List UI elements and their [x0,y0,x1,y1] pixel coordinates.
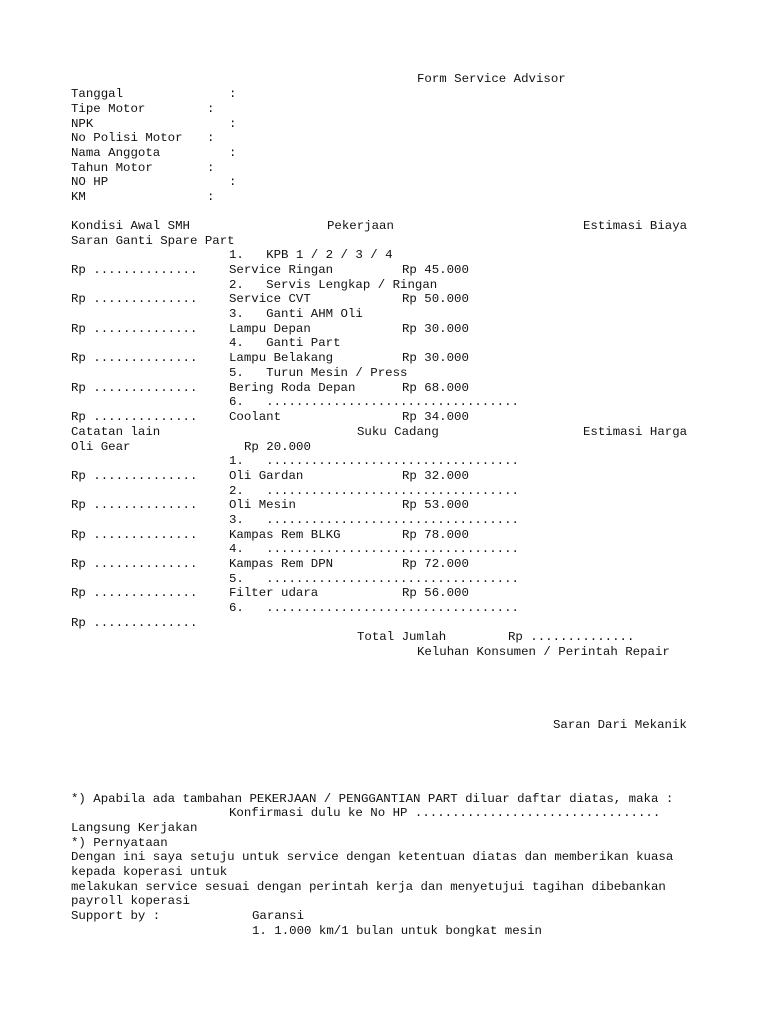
work-option: 4. Ganti Part [229,336,341,350]
statement-text: Dengan ini saya setuju untuk service dengan ketentuan diatas dan memberikan kuasa [71,850,674,864]
section1-header [0,219,768,234]
section1-note [0,234,768,249]
total-line [0,630,768,645]
part-option-line [0,601,768,616]
field-separator: : [229,175,237,189]
field-label: Nama Anggota [71,146,161,160]
part-option: 5. .................................. [229,572,519,586]
garansi-heading: Garansi [252,909,305,923]
cost-line [0,410,768,425]
part-cost-line [0,469,768,484]
field-label: NPK [71,117,94,131]
part-option-line [0,454,768,469]
field-no-hp [0,175,768,190]
field-separator: : [207,161,215,175]
keluhan-konsumen: Keluhan Konsumen / Perintah Repair [417,645,670,659]
field-label: Tipe Motor [71,102,146,116]
field-label: No Polisi Motor [71,131,183,145]
field-separator: : [229,87,237,101]
statement-line [0,880,768,895]
part-option: 2. .................................. [229,484,519,498]
col-estimasi-biaya: Estimasi Biaya [583,219,688,233]
work-option-line [0,366,768,381]
part-price: Rp 78.000 [402,528,469,542]
support-by: Support by : [71,909,161,923]
service-price: Rp 30.000 [402,351,469,365]
cost-line [0,292,768,307]
work-option-line [0,278,768,293]
statement-text: melakukan service sesuai dengan perintah kerja dan menyetujui tagihan dibebankan [71,880,666,894]
service-item: Bering Roda Depan [229,381,356,395]
field-separator: : [207,131,215,145]
apabila-note: *) Apabila ada tambahan PEKERJAAN / PENGGANTIAN PART diluar daftar diatas, maka : [71,792,674,806]
field-separator: : [207,102,215,116]
cost-blank: Rp .............. [71,616,198,630]
keluhan-line [0,645,768,660]
work-option: 5. Turun Mesin / Press [229,366,408,380]
part-cost-line [0,498,768,513]
cost-blank: Rp .............. [71,263,198,277]
support-line [0,909,768,924]
total-value: Rp .............. [508,630,635,644]
work-option-line [0,307,768,322]
part-price: Rp 32.000 [402,469,469,483]
service-price: Rp 68.000 [402,381,469,395]
total-label: Total Jumlah [357,630,447,644]
field-nama-anggota [0,146,768,161]
part-option-line [0,542,768,557]
part-item: Oli Gear [71,440,131,454]
part-option: 6. .................................. [229,601,519,615]
part-cost-line [0,616,768,631]
service-item: Lampu Depan [229,322,311,336]
footer-konfirmasi-line [0,806,768,821]
statement-line [0,865,768,880]
work-option: 1. KPB 1 / 2 / 3 / 4 [229,248,393,262]
statement-text: payroll koperasi [71,894,190,908]
col-suku-cadang: Suku Cadang [357,425,439,439]
pernyataan-heading: *) Pernyataan [71,836,168,850]
saran-mekanik-line [0,718,768,733]
garansi-line [0,924,768,939]
cost-blank: Rp .............. [71,410,198,424]
cost-blank: Rp .............. [71,351,198,365]
field-label: Tahun Motor [71,161,153,175]
part-item: Kampas Rem DPN [229,557,334,571]
field-label: Tanggal [71,87,124,101]
service-price: Rp 50.000 [402,292,469,306]
cost-blank: Rp .............. [71,292,198,306]
col-catatan-lain: Catatan lain [71,425,161,439]
cost-blank: Rp .............. [71,557,198,571]
col-pekerjaan: Pekerjaan [327,219,394,233]
field-km [0,190,768,205]
footer-pernyataan-line [0,836,768,851]
work-option-line [0,395,768,410]
cost-blank: Rp .............. [71,381,198,395]
cost-blank: Rp .............. [71,528,198,542]
work-option: 3. Ganti AHM Oli [229,307,363,321]
footer-apabila-line [0,792,768,807]
part-cost-line [0,586,768,601]
service-item: Coolant [229,410,282,424]
cost-blank: Rp .............. [71,586,198,600]
statement-line [0,850,768,865]
field-tipe-motor [0,102,768,117]
service-price: Rp 30.000 [402,322,469,336]
field-label: NO HP [71,175,109,189]
part-option: 3. .................................. [229,513,519,527]
part-price: Rp 72.000 [402,557,469,571]
field-separator: : [229,117,237,131]
work-option: 2. Servis Lengkap / Ringan [229,278,438,292]
cost-blank: Rp .............. [71,469,198,483]
part-cost-line [0,528,768,543]
field-no-polisi [0,131,768,146]
field-label: KM [71,190,86,204]
field-npk [0,117,768,132]
part-option-line [0,572,768,587]
part-cost-line [0,557,768,572]
service-item: Lampu Belakang [229,351,334,365]
part-item: Kampas Rem BLKG [229,528,341,542]
part-price: Rp 53.000 [402,498,469,512]
part-price: Rp 56.000 [402,586,469,600]
cost-blank: Rp .............. [71,322,198,336]
field-tahun-motor [0,161,768,176]
col-kondisi-awal: Kondisi Awal SMH [71,219,190,233]
title-line [0,72,768,87]
saran-mekanik: Saran Dari Mekanik [553,718,687,732]
work-option-line [0,248,768,263]
service-item: Service Ringan [229,263,334,277]
col-estimasi-harga: Estimasi Harga [583,425,688,439]
part-price: Rp 20.000 [244,440,311,454]
footer-langsung-line [0,821,768,836]
work-option: 6. .................................. [229,395,519,409]
cost-line [0,351,768,366]
cost-line [0,381,768,396]
service-item: Service CVT [229,292,311,306]
field-separator: : [207,190,215,204]
part-item: Oli Mesin [229,498,296,512]
part-option: 1. .................................. [229,454,519,468]
part-option-line [0,484,768,499]
service-price: Rp 34.000 [402,410,469,424]
work-option-line [0,336,768,351]
part-item: Oli Gardan [229,469,304,483]
service-price: Rp 45.000 [402,263,469,277]
langsung-kerjakan: Langsung Kerjakan [71,821,198,835]
part-item: Filter udara [229,586,319,600]
cost-line [0,322,768,337]
field-separator: : [229,146,237,160]
garansi-item: 1. 1.000 km/1 bulan untuk bongkat mesin [252,924,542,938]
cost-line [0,263,768,278]
field-tanggal [0,87,768,102]
page-title: Form Service Advisor [417,72,566,86]
first-part-line [0,440,768,455]
statement-text: kepada koperasi untuk [71,865,228,879]
statement-line [0,894,768,909]
saran-ganti-label: Saran Ganti Spare Part [71,234,235,248]
part-option-line [0,513,768,528]
section2-header [0,425,768,440]
cost-blank: Rp .............. [71,498,198,512]
part-option: 4. .................................. [229,542,519,556]
konfirmasi-note: Konfirmasi dulu ke No HP ................................. [229,806,661,820]
